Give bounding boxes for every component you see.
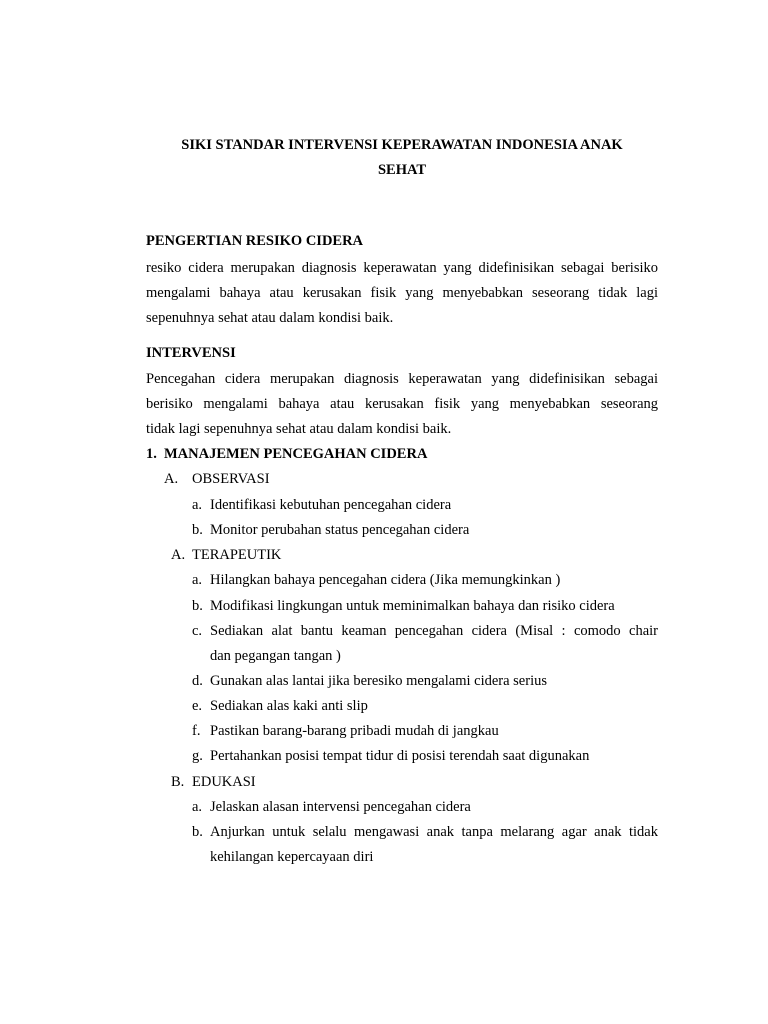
intervensi-paragraph	[146, 367, 658, 442]
list-item-text: Pastikan barang-barang pribadi mudah di jangkau	[210, 723, 499, 739]
list-item-text: Pertahankan posisi tempat tidur di posisi terendah saat digunakan	[210, 748, 590, 764]
list-item-text: Sediakan alat bantu keaman pencegahan cidera (Misal : comodo chair	[210, 623, 658, 639]
list-item-marker: g.	[192, 748, 203, 764]
terapeutik-marker: A.	[171, 547, 186, 563]
list-item-continuation: kehilangan kepercayaan diri	[210, 849, 374, 865]
pengertian-heading: PENGERTIAN RESIKO CIDERA	[146, 233, 364, 249]
manajemen-label: MANAJEMEN PENCEGAHAN CIDERA	[164, 446, 428, 462]
intervensi-line-3: tidak lagi sepenuhnya sehat atau dalam kondisi baik.	[146, 421, 452, 437]
pengertian-paragraph	[146, 256, 658, 331]
intervensi-heading: INTERVENSI	[146, 345, 236, 361]
list-item-marker: f.	[192, 723, 201, 739]
observasi-marker: A.	[164, 471, 179, 487]
list-item-text: Gunakan alas lantai jika beresiko mengalami cidera serius	[210, 673, 547, 689]
list-item-text: Jelaskan alasan intervensi pencegahan cidera	[210, 799, 471, 815]
list-item-continuation: dan pegangan tangan )	[210, 648, 341, 664]
terapeutik-label: TERAPEUTIK	[192, 547, 282, 563]
pengertian-line-1: resiko cidera merupakan diagnosis keperawatan yang didefinisikan sebagai berisiko	[146, 260, 658, 276]
edukasi-marker: B.	[171, 774, 185, 790]
list-item-marker: c.	[192, 623, 203, 639]
list-item-marker: b.	[192, 598, 203, 614]
list-item-marker: b.	[192, 522, 203, 538]
list-item-marker: b.	[192, 824, 203, 840]
pengertian-line-3: sepenuhnya sehat atau dalam kondisi baik.	[146, 310, 394, 326]
list-item-marker: e.	[192, 698, 203, 714]
list-item-text: Identifikasi kebutuhan pencegahan cidera	[210, 497, 452, 513]
pengertian-line-2: mengalami bahaya atau kerusakan fisik yang menyebabkan seseorang tidak lagi	[146, 285, 658, 301]
list-item-marker: a.	[192, 572, 203, 588]
list-item-text: Monitor perubahan status pencegahan cidera	[210, 522, 470, 538]
intervensi-line-2: berisiko mengalami bahaya atau kerusakan fisik yang menyebabkan seseorang	[146, 396, 658, 412]
list-item-text: Anjurkan untuk selalu mengawasi anak tanpa melarang agar anak tidak	[210, 824, 658, 840]
title-line-1: SIKI STANDAR INTERVENSI KEPERAWATAN INDONESIA ANAK	[181, 137, 623, 153]
title-line-2: SEHAT	[377, 162, 427, 178]
list-item-marker: a.	[192, 497, 203, 513]
edukasi-label: EDUKASI	[192, 774, 256, 790]
list-item-marker: a.	[192, 799, 203, 815]
intervensi-line-1: Pencegahan cidera merupakan diagnosis keperawatan yang didefinisikan sebagai	[146, 371, 658, 387]
list-item-text: Modifikasi lingkungan untuk meminimalkan bahaya dan risiko cidera	[210, 598, 615, 614]
list-item-text: Sediakan alas kaki anti slip	[210, 698, 368, 714]
manajemen-number: 1.	[146, 446, 157, 462]
observasi-label: OBSERVASI	[192, 471, 270, 487]
document-title	[146, 133, 658, 183]
list-item-marker: d.	[192, 673, 203, 689]
list-item-text: Hilangkan bahaya pencegahan cidera (Jika memungkinkan )	[210, 572, 561, 588]
